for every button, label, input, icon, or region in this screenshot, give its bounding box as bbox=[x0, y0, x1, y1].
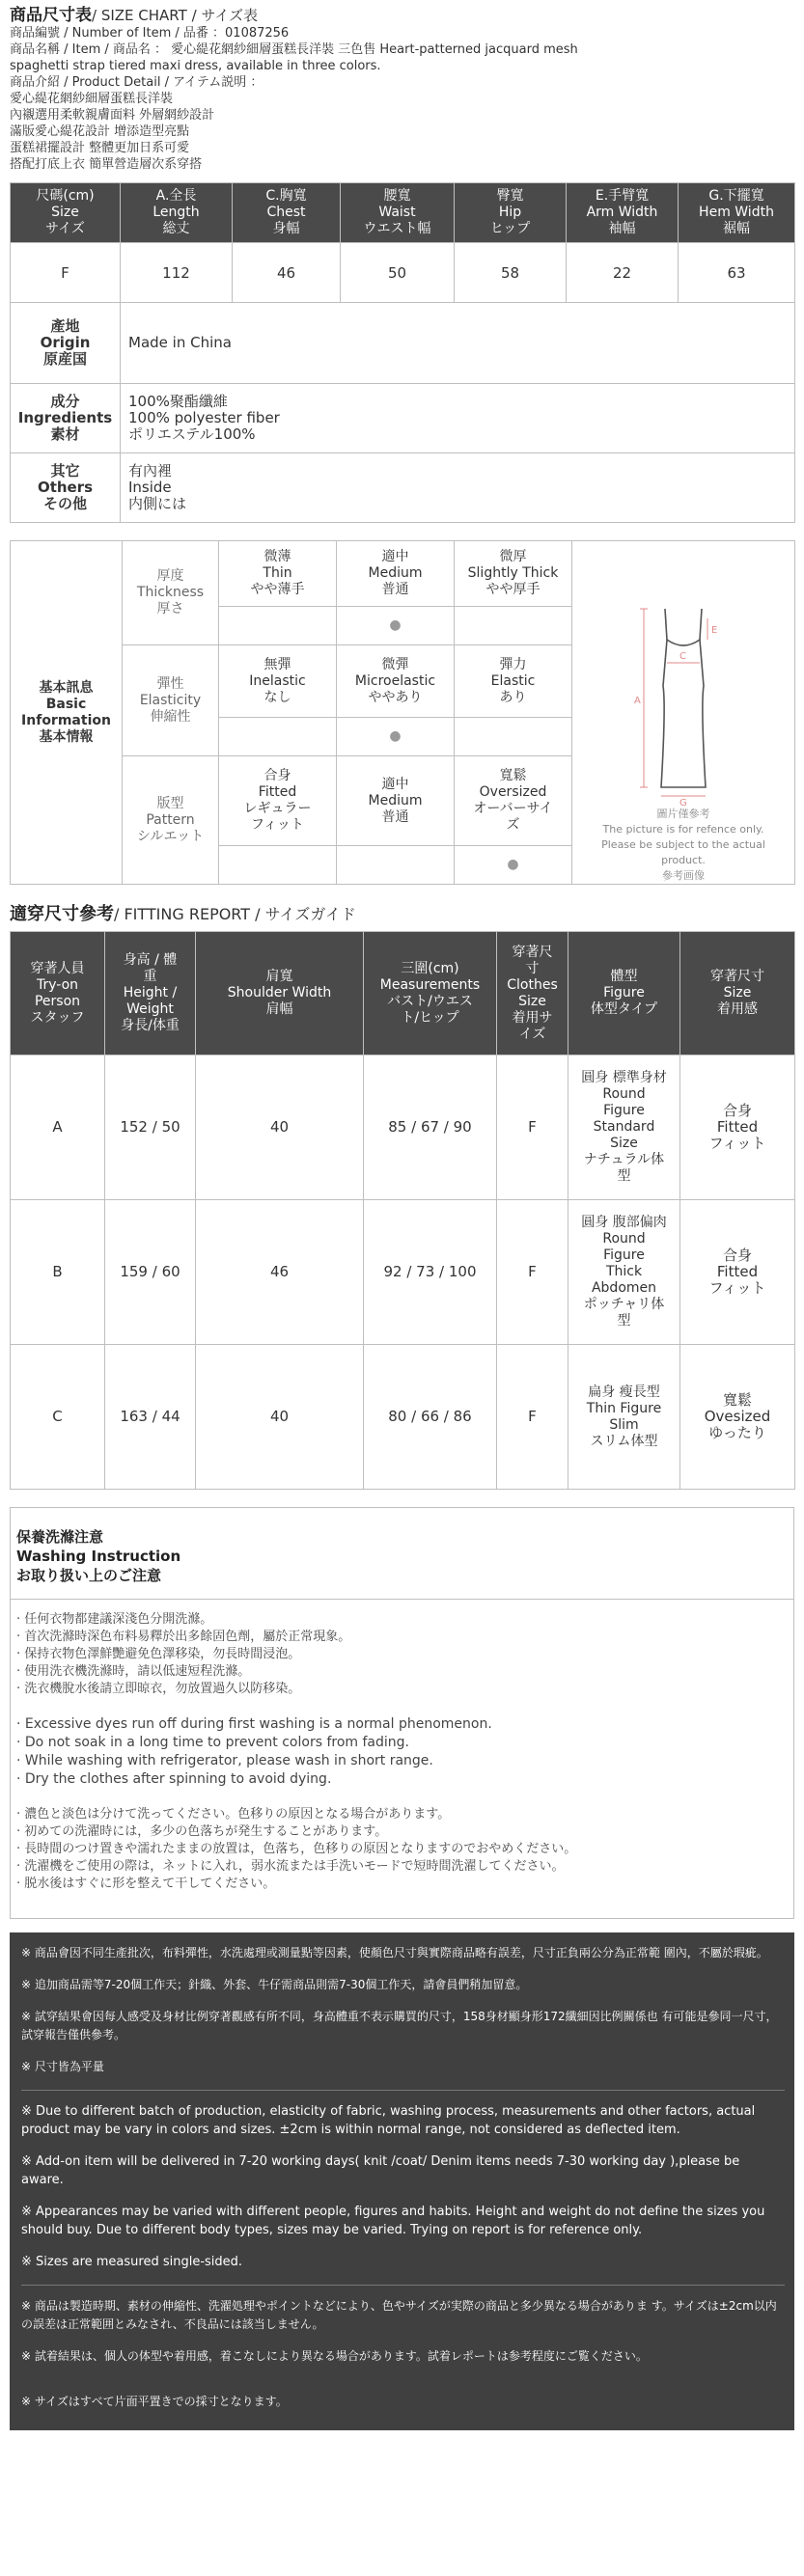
header-clothes-size: 穿著尺 寸 Clothes Size 着用サ イズ bbox=[497, 932, 568, 1055]
header-height-weight: 身高 / 體 重 Height / Weight 身長/体重 bbox=[105, 932, 196, 1055]
fitting-row-c bbox=[11, 1345, 795, 1490]
basic-info-table bbox=[10, 540, 795, 885]
fitting-header-row bbox=[11, 932, 795, 1055]
hip-cell: 58 bbox=[455, 243, 567, 303]
thickness-selected-dot: ● bbox=[337, 607, 455, 645]
item-name-cont: spaghetti strap tiered maxi dress, available in three colors. bbox=[10, 59, 381, 73]
header-hem-width: G.下擺寬 Hem Width 裾幅 bbox=[679, 183, 795, 243]
header-hip: 臀寬 Hip ヒップ bbox=[455, 183, 567, 243]
clothes-size-cell: F bbox=[497, 1200, 568, 1345]
fit-cell: 合身 Fitted フィット bbox=[680, 1200, 795, 1345]
note-en: ※ Add-on item will be delivered in 7-20 working days( knit /coat/ Denim items needs 7-30 working day ),please be aware. bbox=[21, 2154, 740, 2187]
thickness-label: 厚度 Thickness 厚さ bbox=[123, 541, 219, 645]
notes-block bbox=[10, 1932, 794, 2430]
pattern-label: 版型 Pattern シルエット bbox=[123, 756, 219, 885]
others-row bbox=[11, 453, 795, 523]
height-weight-cell: 159 / 60 bbox=[105, 1200, 196, 1345]
shoulder-cell: 40 bbox=[196, 1345, 364, 1490]
thickness-option-medium: 適中 Medium 普通 bbox=[337, 541, 455, 607]
waist-cell: 50 bbox=[341, 243, 455, 303]
fitting-row-a bbox=[11, 1055, 795, 1200]
pattern-dot-empty bbox=[337, 846, 455, 885]
thickness-dot-empty bbox=[219, 607, 337, 645]
measurements-cell: 80 / 66 / 86 bbox=[364, 1345, 497, 1490]
elasticity-dot-empty bbox=[219, 718, 337, 756]
pattern-option-medium: 適中 Medium 普通 bbox=[337, 756, 455, 846]
origin-row bbox=[11, 303, 795, 384]
elasticity-dot-empty bbox=[455, 718, 572, 756]
person-cell: B bbox=[11, 1200, 105, 1345]
person-cell: C bbox=[11, 1345, 105, 1490]
note-zh: ※ 尺寸皆為平量 bbox=[21, 2060, 104, 2073]
others-value: 有內裡 Inside 内側には bbox=[121, 453, 795, 523]
header-figure: 體型 Figure 体型タイプ bbox=[568, 932, 680, 1055]
product-header bbox=[10, 0, 794, 173]
washing-group-en: · Excessive dyes run off during first washing is a normal phenomenon. · Do not soak in a long time to prevent colors from fading. · While washing with refrigerator, please wash in short range. · Dry the clothes after spinning to avoid dying. bbox=[16, 1716, 492, 1787]
thickness-dot-empty bbox=[455, 607, 572, 645]
washing-group-ja: · 濃色と淡色は分けて洗ってください。色移りの原因となる場合があります。 · 初めての洗濯時には，多少の色落ちが発生することがあります。 · 長時間のつけ置きや濡れたままの放置は，色落ち，色移りの原因となりますのでおやめください。 · 洗濯機をご使用の際は，ネットに入れ，弱水流または手洗いモードで短時間洗濯してください。 · 脱水後はすぐに形を整えて干してください。 bbox=[16, 1807, 577, 1891]
size-cell: F bbox=[11, 243, 121, 303]
header-shoulder: 肩寬 Shoulder Width 肩幅 bbox=[196, 932, 364, 1055]
figure-cell: 扁身 瘦長型 Thin Figure Slim スリム体型 bbox=[568, 1345, 680, 1490]
note-ja: ※ サイズはすべて片面平置きでの採寸となります。 bbox=[21, 2395, 288, 2408]
hem-width-cell: 63 bbox=[679, 243, 795, 303]
washing-body bbox=[11, 1600, 793, 1918]
figure-letter-e: E bbox=[711, 625, 718, 636]
figure-letter-g: G bbox=[679, 798, 687, 808]
product-detail-line: 滿版愛心緹花設計 增添造型亮點 bbox=[10, 124, 190, 139]
basic-info-title: 基本訊息 Basic Information 基本情報 bbox=[11, 541, 123, 885]
shoulder-cell: 46 bbox=[196, 1200, 364, 1345]
fitting-report-table bbox=[10, 931, 795, 1490]
figure-cell: 圓身 腹部偏肉 Round Figure Thick Abdomen ポッチャリ体 型 bbox=[568, 1200, 680, 1345]
thickness-option-thick: 微厚 Slightly Thick やや厚手 bbox=[455, 541, 572, 607]
elasticity-option-elastic: 彈力 Elastic あり bbox=[455, 645, 572, 718]
note-en: ※ Due to different batch of production, elasticity of fabric, washing process, measurements and other factors, actual product may be vary in colors and sizes. ±2cm is within normal range, not considered as deflected item. bbox=[21, 2104, 756, 2137]
figure-letter-a: A bbox=[634, 696, 641, 706]
notes-divider bbox=[21, 2285, 785, 2286]
measurements-cell: 92 / 73 / 100 bbox=[364, 1200, 497, 1345]
header-chest: C.胸寬 Chest 身幅 bbox=[233, 183, 341, 243]
header-person: 穿著人員 Try-on Person スタッフ bbox=[11, 932, 105, 1055]
product-detail-line: 蛋糕裙擺設計 整體更加日系可愛 bbox=[10, 141, 190, 155]
product-detail-line: 愛心緹花網紗細層蛋糕長洋裝 bbox=[10, 92, 174, 106]
dress-diagram bbox=[601, 580, 765, 808]
pattern-option-oversized: 寬鬆 Oversized オーバーサイ ズ bbox=[455, 756, 572, 846]
header-size: 尺碼(cm) Size サイズ bbox=[11, 183, 121, 243]
origin-label: 產地 Origin 原産国 bbox=[11, 303, 121, 384]
fit-cell: 寬鬆 Ovesized ゆったり bbox=[680, 1345, 795, 1490]
note-zh: ※ 試穿結果會因每人感受及身材比例穿著觀感有所不同，身高體重不表示購買的尺寸，158身材顯身形172纖細因比例關係也 有可能是參同一尺寸，試穿報告僅供參考。 bbox=[21, 2010, 778, 2042]
person-cell: A bbox=[11, 1055, 105, 1200]
ingredients-label: 成分 Ingredients 素材 bbox=[11, 384, 121, 453]
note-ja: ※ 商品は製造時期、素材の伸縮性、洗濯処理やポイントなどにより、色やサイズが実際の商品と多少異なる場合がありま す。サイズは±2cm以内の誤差は正常範囲とみなされ、不良品には該当しません。 bbox=[21, 2299, 777, 2331]
pattern-option-fitted: 合身 Fitted レギュラー フィット bbox=[219, 756, 337, 846]
thickness-options-row bbox=[11, 541, 795, 607]
washing-title: 保養洗滌注意 Washing Instruction お取り扱い上のご注意 bbox=[11, 1508, 793, 1600]
elasticity-option-inelastic: 無彈 Inelastic なし bbox=[219, 645, 337, 718]
washing-group-zh: · 任何衣物都建議深淺色分開洗滌。 · 首次洗滌時深色布料易釋於出多餘固色劑，屬於正常現象。 · 保持衣物色澤鮮艷避免色澤移染，勿長時間浸泡。 · 使用洗衣機洗滌時，請以低速短程洗滌。 · 洗衣機脫水後請立即晾衣，勿放置過久以防移染。 bbox=[16, 1612, 351, 1696]
header-waist: 腰寬 Waist ウエスト幅 bbox=[341, 183, 455, 243]
thickness-option-thin: 微薄 Thin やや薄手 bbox=[219, 541, 337, 607]
pattern-dot-empty bbox=[219, 846, 337, 885]
header-fit: 穿著尺寸 Size 着用感 bbox=[680, 932, 795, 1055]
size-chart-header-row bbox=[11, 183, 795, 243]
garment-figure-cell bbox=[572, 541, 795, 885]
clothes-size-cell: F bbox=[497, 1345, 568, 1490]
fitting-title-cn: 適穿尺寸參考 bbox=[10, 904, 114, 924]
fitting-title-rest: / FITTING REPORT / サイズガイド bbox=[114, 905, 356, 923]
header-arm-width: E.手臂寬 Arm Width 袖幅 bbox=[567, 183, 679, 243]
product-detail-label: 商品介紹 / Product Detail / アイテム説明 ： bbox=[10, 75, 263, 90]
fit-cell: 合身 Fitted フィット bbox=[680, 1055, 795, 1200]
others-label: 其它 Others その他 bbox=[11, 453, 121, 523]
washing-instruction bbox=[10, 1507, 794, 1919]
clothes-size-cell: F bbox=[497, 1055, 568, 1200]
shoulder-cell: 40 bbox=[196, 1055, 364, 1200]
product-detail-line: 內襯選用柔軟親膚面料 外層網紗設計 bbox=[10, 108, 215, 123]
header-measurements: 三圍(cm) Measurements バスト/ウエス ト/ヒップ bbox=[364, 932, 497, 1055]
size-chart-table bbox=[10, 182, 795, 523]
figure-cell: 圓身 標準身材 Round Figure Standard Size ナチュラル体 型 bbox=[568, 1055, 680, 1200]
notes-divider bbox=[21, 2090, 785, 2091]
size-chart-title bbox=[10, 6, 794, 25]
note-zh: ※ 追加商品需等7-20個工作天；針織、外套、牛仔需商品則需7-30個工作天，請會員們稍加留意。 bbox=[21, 1978, 528, 1991]
figure-note: 圖片僅參考 The picture is for refence only. Please be subject to the actual product. 參考画像 bbox=[601, 808, 765, 882]
fitting-report-title bbox=[10, 904, 794, 925]
length-cell: 112 bbox=[121, 243, 233, 303]
pattern-selected-dot: ● bbox=[455, 846, 572, 885]
ingredients-value: 100%聚酯纖維 100% polyester fiber ポリエステル100% bbox=[121, 384, 795, 453]
arm-width-cell: 22 bbox=[567, 243, 679, 303]
elasticity-option-micro: 微彈 Microelastic ややあり bbox=[337, 645, 455, 718]
measurements-cell: 85 / 67 / 90 bbox=[364, 1055, 497, 1200]
origin-value: Made in China bbox=[121, 303, 795, 384]
height-weight-cell: 163 / 44 bbox=[105, 1345, 196, 1490]
note-zh: ※ 商品會因不同生產批次，布料彈性，水洗處理或測量點等因素，使顏色尺寸與實際商品略有誤差，尺寸正負兩公分為正常範 圍內，不屬於瑕疵。 bbox=[21, 1946, 768, 1959]
height-weight-cell: 152 / 50 bbox=[105, 1055, 196, 1200]
fitting-row-b bbox=[11, 1200, 795, 1345]
chest-cell: 46 bbox=[233, 243, 341, 303]
figure-letter-c: C bbox=[679, 651, 686, 662]
elasticity-selected-dot: ● bbox=[337, 718, 455, 756]
elasticity-label: 彈性 Elasticity 伸縮性 bbox=[123, 645, 219, 756]
size-chart-title-cn: 商品尺寸表 bbox=[10, 6, 92, 25]
size-row-f bbox=[11, 243, 795, 303]
ingredients-row bbox=[11, 384, 795, 453]
size-chart-title-rest: / SIZE CHART / サイズ表 bbox=[92, 7, 259, 24]
note-ja: ※ 試着結果は、個人の体型や着用感，着こなしにより異なる場合があります。試着レポートは参考程度にご覧ください。 bbox=[21, 2349, 648, 2363]
note-en: ※ Sizes are measured single-sided. bbox=[21, 2255, 243, 2269]
header-length: A.全長 Length 総丈 bbox=[121, 183, 233, 243]
product-detail-line: 搭配打底上衣 簡單營造層次系穿搭 bbox=[10, 157, 203, 172]
note-en: ※ Appearances may be varied with different people, figures and habits. Height and weight do not define the sizes you should buy. Due to different body types, sizes may be varied. Trying on report is for reference only. bbox=[21, 2205, 765, 2237]
item-number: 商品編號 / Number of Item / 品番 ：01087256 bbox=[10, 26, 290, 41]
item-name: 商品名稱 / Item / 商品名 ： 愛心緹花網紗細層蛋糕長洋裝 三色售 Heart-patterned jacquard mesh bbox=[10, 42, 578, 57]
